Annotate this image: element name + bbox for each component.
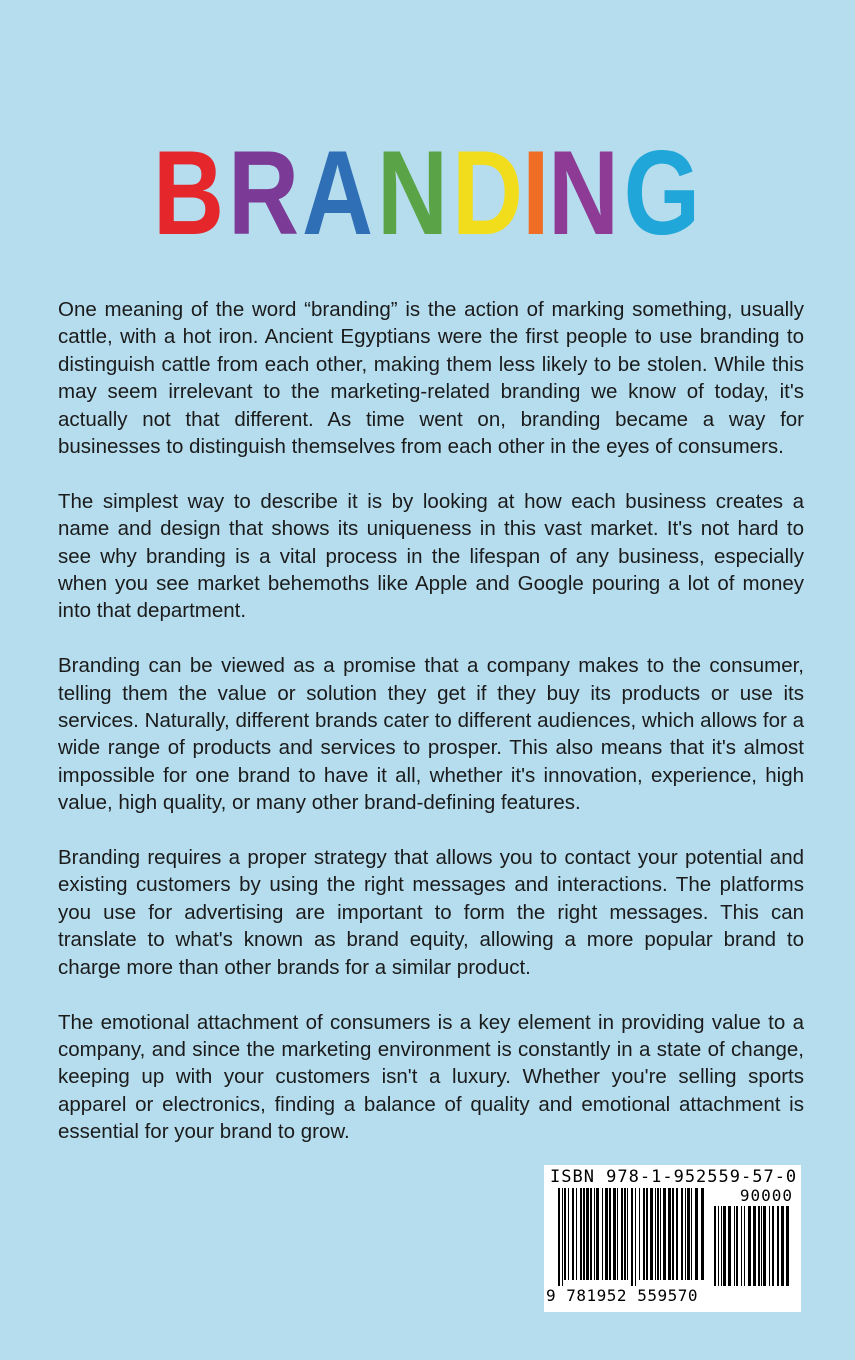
barcode-bar: [701, 1188, 704, 1280]
barcode-bar: [621, 1188, 623, 1280]
barcode-bar: [741, 1206, 742, 1286]
barcode-bar: [613, 1188, 616, 1280]
barcode-bar: [635, 1188, 636, 1286]
barcode-bar: [691, 1188, 692, 1280]
barcode-bar: [668, 1188, 671, 1280]
barcode-bar: [639, 1188, 640, 1280]
barcode-bar: [580, 1188, 582, 1280]
barcode-bar: [672, 1188, 674, 1280]
barcode-bar: [786, 1206, 789, 1286]
title-letter: B: [153, 126, 226, 260]
barcode-bar: [558, 1188, 560, 1286]
barcode-bar: [777, 1206, 779, 1286]
barcode-bar: [627, 1188, 628, 1280]
barcode-bar: [695, 1188, 698, 1280]
paragraph: The simplest way to describe it is by looking at how each business creates a name and design that shows its uniqueness in this vast market. It's not hard to see why branding is a vital process in the lifespan of any business, especially when you see market behemoths like Apple and Google pouring a lot of money into that department.: [58, 489, 804, 623]
barcode-bar: [572, 1188, 574, 1280]
title-letter: N: [547, 126, 621, 260]
barcode-bar: [586, 1188, 589, 1280]
title-letter: I: [521, 126, 551, 260]
barcode-bar: [568, 1188, 569, 1280]
barcode-bar: [676, 1188, 678, 1280]
barcode-bar: [687, 1188, 690, 1280]
barcode-bar: [576, 1188, 577, 1280]
barcode-bar: [714, 1206, 716, 1286]
barcode-bar: [562, 1188, 563, 1286]
title-letter: R: [227, 126, 301, 260]
barcode-bar: [681, 1188, 683, 1280]
paragraph: Branding requires a proper strategy that allows you to contact your potential and existing customers by using the right messages and interactions. The platforms you use for advertising are important to form the right messages. This can translate to what's known as brand equity, allowing a more popular brand to charge more than other brands for a similar product.: [58, 846, 804, 979]
barcode-bar: [655, 1188, 656, 1280]
barcode-bar: [631, 1188, 633, 1286]
title-letter: G: [623, 126, 702, 260]
barcode-bar: [643, 1188, 645, 1280]
barcode-bar: [753, 1206, 756, 1286]
barcode-bar: [734, 1206, 735, 1286]
barcode-bar: [763, 1206, 766, 1286]
paragraph: One meaning of the word “branding” is the action of marking something, usually cattle, with a hot iron. Ancient Egyptians were the first people to use branding to distinguish cattle from each other, making them less likely to be stolen. While this may seem irrelevant to the marketing-related branding we know of today, it's actually not that different. As time went on, branding became a way for businesses to distinguish themselves from each other in the eyes of consumers.: [58, 298, 804, 459]
barcode-bar: [781, 1206, 784, 1286]
barcode-bar: [646, 1188, 648, 1280]
barcode-bar: [772, 1206, 774, 1286]
back-cover-description: [58, 296, 804, 1173]
book-title: [0, 128, 855, 258]
barcode-bar: [718, 1206, 719, 1286]
barcode-bar: [657, 1188, 659, 1280]
price-code: 90000: [739, 1186, 793, 1205]
barcode-bar: [748, 1206, 751, 1286]
barcode-bar: [617, 1188, 618, 1280]
barcode-bar: [769, 1206, 770, 1286]
barcode-bar: [583, 1188, 585, 1280]
barcode-bar: [650, 1188, 653, 1280]
ean-barcode-bars: [558, 1188, 708, 1286]
barcode-bar: [721, 1206, 722, 1286]
barcode-bar: [590, 1188, 592, 1280]
barcode-bar: [761, 1206, 762, 1286]
title-letter: N: [377, 126, 450, 260]
barcode-bar: [594, 1188, 595, 1280]
barcode-bar: [744, 1206, 745, 1286]
barcode-bar: [758, 1206, 760, 1286]
barcode-bar: [564, 1188, 566, 1280]
barcode-bar: [723, 1206, 726, 1286]
isbn-barcode: [544, 1165, 801, 1312]
barcode-bar: [605, 1188, 608, 1280]
barcode-bar: [602, 1188, 603, 1280]
isbn-number: ISBN 978-1-952559-57-0: [550, 1167, 798, 1187]
title-letter: A: [302, 126, 376, 260]
paragraph: Branding can be viewed as a promise that a company makes to the consumer, telling them the value or solution they get if they buy its products or use its services. Naturally, different brands cater to different audiences, which allows for a wide range of products and services to prosper. This also means that it's almost impossible for one brand to have it all, whether it's innovation, experience, high value, high quality, or many other brand-defining features.: [58, 654, 804, 815]
barcode-bar: [660, 1188, 661, 1280]
addon-barcode-bars: [714, 1206, 794, 1286]
barcode-bar: [624, 1188, 626, 1280]
barcode-bar: [663, 1188, 666, 1280]
barcode-digits: 9 781952 559570: [546, 1286, 698, 1305]
paragraph: The emotional attachment of consumers is a key element in providing value to a company, and since the marketing environment is constantly in a state of change, keeping up with your customers isn't a luxury. Whether you're selling sports apparel or electronics, finding a balance of quality and emotional attachment is essential for your brand to grow.: [58, 1010, 804, 1144]
barcode-bar: [685, 1188, 686, 1280]
barcode-bar: [596, 1188, 599, 1280]
title-letter: D: [451, 126, 525, 260]
barcode-bar: [728, 1206, 731, 1286]
barcode-bar: [736, 1206, 738, 1286]
barcode-bar: [609, 1188, 611, 1280]
